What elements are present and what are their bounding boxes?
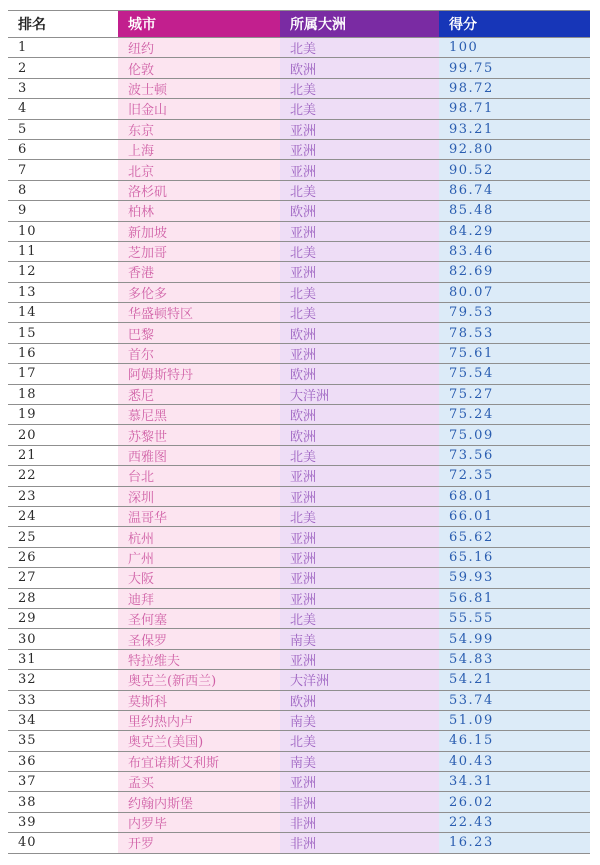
- table-row: [8, 772, 590, 792]
- rank-cell: 5: [8, 119, 118, 139]
- city-cell: 开罗: [118, 833, 280, 853]
- continent-cell: 南美: [280, 710, 439, 730]
- continent-cell: 大洋洲: [280, 670, 439, 690]
- city-cell: 大阪: [118, 568, 280, 588]
- score-cell: 65.16: [439, 547, 590, 567]
- continent-cell: 北美: [280, 78, 439, 98]
- rank-cell: 22: [8, 466, 118, 486]
- continent-cell: 南美: [280, 629, 439, 649]
- city-cell: 迪拜: [118, 588, 280, 608]
- city-cell: 北京: [118, 160, 280, 180]
- score-cell: 85.48: [439, 201, 590, 221]
- table-row: [8, 343, 590, 363]
- city-cell: 芝加哥: [118, 241, 280, 261]
- score-cell: 72.35: [439, 466, 590, 486]
- table-row: [8, 547, 590, 567]
- city-cell: 内罗毕: [118, 812, 280, 832]
- score-cell: 54.21: [439, 670, 590, 690]
- rank-cell: 3: [8, 78, 118, 98]
- score-cell: 46.15: [439, 731, 590, 751]
- continent-cell: 北美: [280, 608, 439, 628]
- header-rank: 排名: [8, 11, 118, 38]
- continent-cell: 欧洲: [280, 364, 439, 384]
- score-cell: 51.09: [439, 710, 590, 730]
- score-cell: 75.54: [439, 364, 590, 384]
- city-cell: 旧金山: [118, 99, 280, 119]
- rank-cell: 36: [8, 751, 118, 771]
- city-cell: 布宜诺斯艾利斯: [118, 751, 280, 771]
- table-row: [8, 119, 590, 139]
- city-cell: 台北: [118, 466, 280, 486]
- city-cell: 约翰内斯堡: [118, 792, 280, 812]
- rank-cell: 20: [8, 425, 118, 445]
- score-cell: 54.83: [439, 649, 590, 669]
- continent-cell: 南美: [280, 751, 439, 771]
- table-row: [8, 303, 590, 323]
- rank-cell: 23: [8, 486, 118, 506]
- city-cell: 莫斯科: [118, 690, 280, 710]
- rank-cell: 14: [8, 303, 118, 323]
- continent-cell: 亚洲: [280, 527, 439, 547]
- table-row: [8, 792, 590, 812]
- table-row: [8, 486, 590, 506]
- table-row: [8, 384, 590, 404]
- rank-cell: 29: [8, 608, 118, 628]
- rank-cell: 40: [8, 833, 118, 853]
- continent-cell: 北美: [280, 180, 439, 200]
- table-row: [8, 527, 590, 547]
- table-row: [8, 201, 590, 221]
- score-cell: 82.69: [439, 262, 590, 282]
- score-cell: 65.62: [439, 527, 590, 547]
- score-cell: 79.53: [439, 303, 590, 323]
- score-cell: 22.43: [439, 812, 590, 832]
- rank-cell: 28: [8, 588, 118, 608]
- score-cell: 98.72: [439, 78, 590, 98]
- city-cell: 悉尼: [118, 384, 280, 404]
- continent-cell: 欧洲: [280, 323, 439, 343]
- continent-cell: 欧洲: [280, 58, 439, 78]
- score-cell: 92.80: [439, 139, 590, 159]
- rank-cell: 31: [8, 649, 118, 669]
- table-row: [8, 139, 590, 159]
- city-cell: 东京: [118, 119, 280, 139]
- rank-cell: 27: [8, 568, 118, 588]
- rank-cell: 18: [8, 384, 118, 404]
- continent-cell: 北美: [280, 99, 439, 119]
- table-row: [8, 405, 590, 425]
- continent-cell: 北美: [280, 241, 439, 261]
- score-cell: 75.24: [439, 405, 590, 425]
- continent-cell: 亚洲: [280, 466, 439, 486]
- table-row: [8, 629, 590, 649]
- city-cell: 里约热内卢: [118, 710, 280, 730]
- rank-cell: 25: [8, 527, 118, 547]
- table-row: [8, 710, 590, 730]
- table-row: [8, 608, 590, 628]
- rank-cell: 24: [8, 506, 118, 526]
- rank-cell: 17: [8, 364, 118, 384]
- score-cell: 80.07: [439, 282, 590, 302]
- score-cell: 56.81: [439, 588, 590, 608]
- score-cell: 78.53: [439, 323, 590, 343]
- city-cell: 上海: [118, 139, 280, 159]
- table-row: [8, 670, 590, 690]
- table-row: [8, 241, 590, 261]
- table-row: [8, 833, 590, 853]
- continent-cell: 亚洲: [280, 568, 439, 588]
- rank-cell: 26: [8, 547, 118, 567]
- score-cell: 66.01: [439, 506, 590, 526]
- table-row: [8, 690, 590, 710]
- city-ranking-table: [8, 10, 590, 854]
- continent-cell: 非洲: [280, 833, 439, 853]
- continent-cell: 欧洲: [280, 405, 439, 425]
- rank-cell: 4: [8, 99, 118, 119]
- continent-cell: 北美: [280, 445, 439, 465]
- continent-cell: 北美: [280, 38, 439, 58]
- continent-cell: 北美: [280, 731, 439, 751]
- table-header: [8, 11, 590, 38]
- rank-cell: 39: [8, 812, 118, 832]
- city-cell: 温哥华: [118, 506, 280, 526]
- score-cell: 83.46: [439, 241, 590, 261]
- city-cell: 香港: [118, 262, 280, 282]
- table-row: [8, 568, 590, 588]
- score-cell: 75.27: [439, 384, 590, 404]
- score-cell: 54.99: [439, 629, 590, 649]
- table-row: [8, 425, 590, 445]
- table-row: [8, 180, 590, 200]
- city-cell: 圣保罗: [118, 629, 280, 649]
- table-row: [8, 38, 590, 58]
- table-row: [8, 323, 590, 343]
- rank-cell: 13: [8, 282, 118, 302]
- rank-cell: 8: [8, 180, 118, 200]
- rank-cell: 30: [8, 629, 118, 649]
- table-row: [8, 364, 590, 384]
- city-cell: 特拉维夫: [118, 649, 280, 669]
- header-row: [8, 11, 590, 38]
- score-cell: 26.02: [439, 792, 590, 812]
- rank-cell: 33: [8, 690, 118, 710]
- score-cell: 93.21: [439, 119, 590, 139]
- score-cell: 90.52: [439, 160, 590, 180]
- table-row: [8, 649, 590, 669]
- rank-cell: 34: [8, 710, 118, 730]
- rank-cell: 2: [8, 58, 118, 78]
- score-cell: 59.93: [439, 568, 590, 588]
- city-cell: 纽约: [118, 38, 280, 58]
- continent-cell: 北美: [280, 282, 439, 302]
- rank-cell: 21: [8, 445, 118, 465]
- rank-cell: 32: [8, 670, 118, 690]
- score-cell: 40.43: [439, 751, 590, 771]
- continent-cell: 亚洲: [280, 588, 439, 608]
- table-row: [8, 282, 590, 302]
- score-cell: 68.01: [439, 486, 590, 506]
- table-row: [8, 262, 590, 282]
- continent-cell: 亚洲: [280, 547, 439, 567]
- header-score: 得分: [439, 11, 590, 38]
- city-cell: 洛杉矶: [118, 180, 280, 200]
- table-body: [8, 38, 590, 854]
- rank-cell: 6: [8, 139, 118, 159]
- continent-cell: 亚洲: [280, 221, 439, 241]
- score-cell: 99.75: [439, 58, 590, 78]
- header-city: 城市: [118, 11, 280, 38]
- city-cell: 深圳: [118, 486, 280, 506]
- score-cell: 53.74: [439, 690, 590, 710]
- table-row: [8, 99, 590, 119]
- continent-cell: 亚洲: [280, 772, 439, 792]
- city-cell: 苏黎世: [118, 425, 280, 445]
- continent-cell: 亚洲: [280, 343, 439, 363]
- city-cell: 西雅图: [118, 445, 280, 465]
- table-row: [8, 731, 590, 751]
- continent-cell: 欧洲: [280, 690, 439, 710]
- score-cell: 75.61: [439, 343, 590, 363]
- continent-cell: 北美: [280, 506, 439, 526]
- rank-cell: 9: [8, 201, 118, 221]
- city-cell: 多伦多: [118, 282, 280, 302]
- continent-cell: 北美: [280, 303, 439, 323]
- city-cell: 杭州: [118, 527, 280, 547]
- score-cell: 16.23: [439, 833, 590, 853]
- continent-cell: 欧洲: [280, 201, 439, 221]
- header-continent: 所属大洲: [280, 11, 439, 38]
- score-cell: 34.31: [439, 772, 590, 792]
- city-cell: 柏林: [118, 201, 280, 221]
- table-row: [8, 221, 590, 241]
- city-cell: 奥克兰(美国): [118, 731, 280, 751]
- score-cell: 84.29: [439, 221, 590, 241]
- rank-cell: 16: [8, 343, 118, 363]
- continent-cell: 大洋洲: [280, 384, 439, 404]
- continent-cell: 亚洲: [280, 119, 439, 139]
- table-row: [8, 751, 590, 771]
- city-cell: 新加坡: [118, 221, 280, 241]
- city-cell: 波士顿: [118, 78, 280, 98]
- city-cell: 圣何塞: [118, 608, 280, 628]
- rank-cell: 7: [8, 160, 118, 180]
- table-row: [8, 588, 590, 608]
- table-row: [8, 812, 590, 832]
- score-cell: 73.56: [439, 445, 590, 465]
- score-cell: 75.09: [439, 425, 590, 445]
- continent-cell: 亚洲: [280, 486, 439, 506]
- rank-cell: 19: [8, 405, 118, 425]
- table-row: [8, 466, 590, 486]
- table-row: [8, 160, 590, 180]
- city-cell: 华盛顿特区: [118, 303, 280, 323]
- rank-cell: 37: [8, 772, 118, 792]
- city-cell: 伦敦: [118, 58, 280, 78]
- rank-cell: 12: [8, 262, 118, 282]
- rank-cell: 35: [8, 731, 118, 751]
- score-cell: 100: [439, 38, 590, 58]
- rank-cell: 10: [8, 221, 118, 241]
- city-cell: 孟买: [118, 772, 280, 792]
- continent-cell: 欧洲: [280, 425, 439, 445]
- city-cell: 首尔: [118, 343, 280, 363]
- city-cell: 广州: [118, 547, 280, 567]
- city-cell: 阿姆斯特丹: [118, 364, 280, 384]
- continent-cell: 亚洲: [280, 649, 439, 669]
- continent-cell: 亚洲: [280, 262, 439, 282]
- rank-cell: 1: [8, 38, 118, 58]
- rank-cell: 38: [8, 792, 118, 812]
- city-cell: 奥克兰(新西兰): [118, 670, 280, 690]
- continent-cell: 亚洲: [280, 160, 439, 180]
- table-row: [8, 506, 590, 526]
- score-cell: 98.71: [439, 99, 590, 119]
- rank-cell: 15: [8, 323, 118, 343]
- continent-cell: 非洲: [280, 812, 439, 832]
- continent-cell: 亚洲: [280, 139, 439, 159]
- score-cell: 86.74: [439, 180, 590, 200]
- continent-cell: 非洲: [280, 792, 439, 812]
- rank-cell: 11: [8, 241, 118, 261]
- table-row: [8, 445, 590, 465]
- score-cell: 55.55: [439, 608, 590, 628]
- table-row: [8, 78, 590, 98]
- city-cell: 慕尼黑: [118, 405, 280, 425]
- table-row: [8, 58, 590, 78]
- city-cell: 巴黎: [118, 323, 280, 343]
